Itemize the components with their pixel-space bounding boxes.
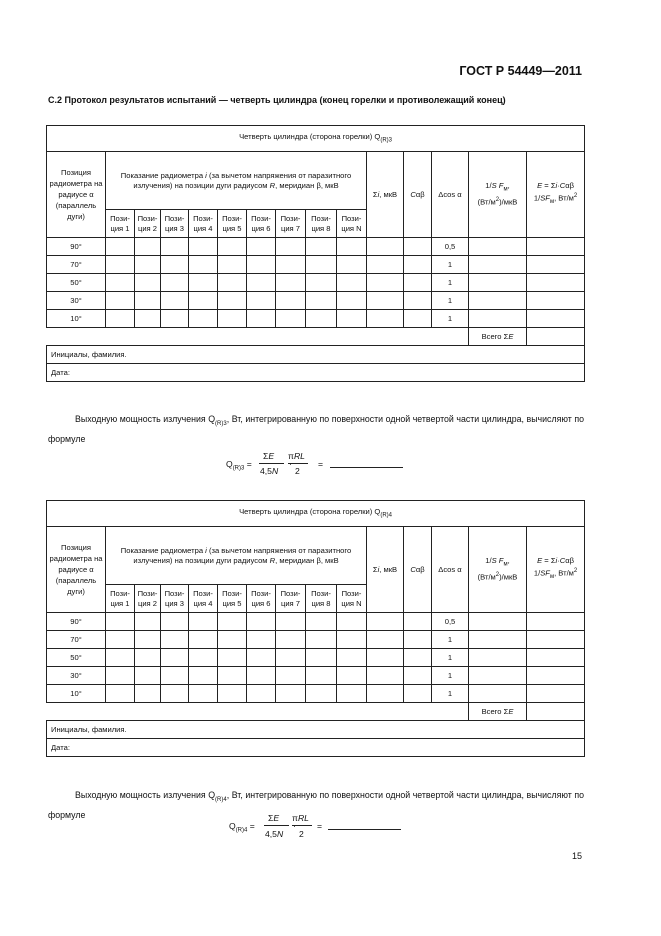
sub-position-header: Пози- ция N [337, 210, 367, 238]
position-header: Позиция радиометра на радиусе α (параллель дуги) [47, 527, 106, 613]
table-row [47, 685, 585, 703]
sub-position-header: Пози- ция N [337, 585, 367, 613]
sub-position-header: Пози- ция 3 [161, 585, 189, 613]
dcos-cell: 1 [432, 274, 469, 292]
angle-cell: 30° [47, 667, 106, 685]
sub-position-header: Пози- ция 6 [247, 210, 276, 238]
table-row [47, 631, 585, 649]
protocol-table-q3 [46, 125, 585, 382]
dcos-cell: 1 [432, 310, 469, 328]
table-caption: Четверть цилиндра (сторона горелки) $Q_{(R)4}$ [47, 501, 585, 527]
page-number: 15 [572, 851, 583, 861]
sub-position-header: Пози- ция 5 [218, 585, 247, 613]
sub-position-header: Пози- ция 1 [106, 585, 135, 613]
angle-cell: 70° [47, 631, 106, 649]
table-row [47, 613, 585, 631]
initials-field: Инициалы, фамилия. [47, 721, 585, 739]
c-ab-header: Cαβ [404, 527, 432, 613]
sub-position-header: Пози- ция 4 [189, 585, 218, 613]
table-caption: Четверть цилиндра (сторона горелки) $Q_{(R)3}$ [47, 126, 585, 152]
c-ab-header: Cαβ [404, 152, 432, 238]
section-title: С.2 Протокол результатов испытаний — четверть цилиндра (конец горелки и противолежащий конец) [48, 95, 506, 105]
paragraph-q3: Выходную мощность излучения $Q_{(R)3}$, Вт, интегрированную по поверхности одной четвертой части цилиндра, вычисляют по формуле [48, 414, 584, 444]
angle-cell: 10° [47, 685, 106, 703]
angle-cell: 90° [47, 238, 106, 256]
date-field: Дата: [47, 364, 585, 382]
table-row [47, 274, 585, 292]
dcos-cell: 0,5 [432, 613, 469, 631]
table-row [47, 292, 585, 310]
angle-cell: 50° [47, 649, 106, 667]
dcos-cell: 1 [432, 292, 469, 310]
sub-position-header: Пози- ция 3 [161, 210, 189, 238]
e-header: E = Σi·Cαβ $1/SF_м$, $Вт/м^2$ [527, 527, 585, 613]
date-field: Дата: [47, 739, 585, 757]
reading-group-header: Показание радиометра i (за вычетом напряжения от паразитного излучения) на позиции дуги радиусом R, меридиан β, мкВ [106, 527, 367, 585]
dcos-cell: 1 [432, 256, 469, 274]
sum-i-header: Σi, мкВ [367, 152, 404, 238]
position-header: Позиция радиометра на радиусе α (параллель дуги) [47, 152, 106, 238]
sub-position-header: Пози- ция 4 [189, 210, 218, 238]
inv-sf-header: 1/S $F_м$, $(Вт/м^2)$/мкВ [469, 527, 527, 613]
table-row [47, 667, 585, 685]
e-header: E = Σi·Cαβ $1/SF_м$, $Вт/м^2$ [527, 152, 585, 238]
dcos-header: Δcos α [432, 152, 469, 238]
table-row [47, 238, 585, 256]
table-row [47, 649, 585, 667]
sub-position-header: Пози- ция 8 [306, 210, 337, 238]
sub-position-header: Пози- ция 8 [306, 585, 337, 613]
sub-position-header: Пози- ция 6 [247, 585, 276, 613]
angle-cell: 50° [47, 274, 106, 292]
sub-position-header: Пози- ция 1 [106, 210, 135, 238]
reading-group-header: Показание радиометра i (за вычетом напряжения от паразитного излучения) на позиции дуги радиусом R, меридиан β, мкВ [106, 152, 367, 210]
dcos-cell: 1 [432, 649, 469, 667]
dcos-header: Δcos α [432, 527, 469, 613]
angle-cell: 70° [47, 256, 106, 274]
dcos-cell: 0,5 [432, 238, 469, 256]
protocol-table-q4 [46, 500, 585, 757]
table-row [47, 310, 585, 328]
dcos-cell: 1 [432, 667, 469, 685]
initials-field: Инициалы, фамилия. [47, 346, 585, 364]
total-label: Всего ΣE [469, 328, 527, 346]
angle-cell: 10° [47, 310, 106, 328]
angle-cell: 30° [47, 292, 106, 310]
sub-position-header: Пози- ция 2 [135, 585, 161, 613]
dcos-cell: 1 [432, 685, 469, 703]
sum-i-header: Σi, мкВ [367, 527, 404, 613]
sub-position-header: Пози- ция 7 [276, 585, 306, 613]
sub-position-header: Пози- ция 7 [276, 210, 306, 238]
sub-position-header: Пози- ция 5 [218, 210, 247, 238]
inv-sf-header: 1/S $F_м$, $(Вт/м^2)$/мкВ [469, 152, 527, 238]
standard-number: ГОСТ Р 54449—2011 [459, 64, 582, 78]
total-label: Всего ΣE [469, 703, 527, 721]
paragraph-q4: Выходную мощность излучения $Q_{(R)4}$, Вт, интегрированную по поверхности одной четвертой части цилиндра, вычисляют по формуле [48, 790, 584, 820]
dcos-cell: 1 [432, 631, 469, 649]
sub-position-header: Пози- ция 2 [135, 210, 161, 238]
angle-cell: 90° [47, 613, 106, 631]
table-row [47, 256, 585, 274]
